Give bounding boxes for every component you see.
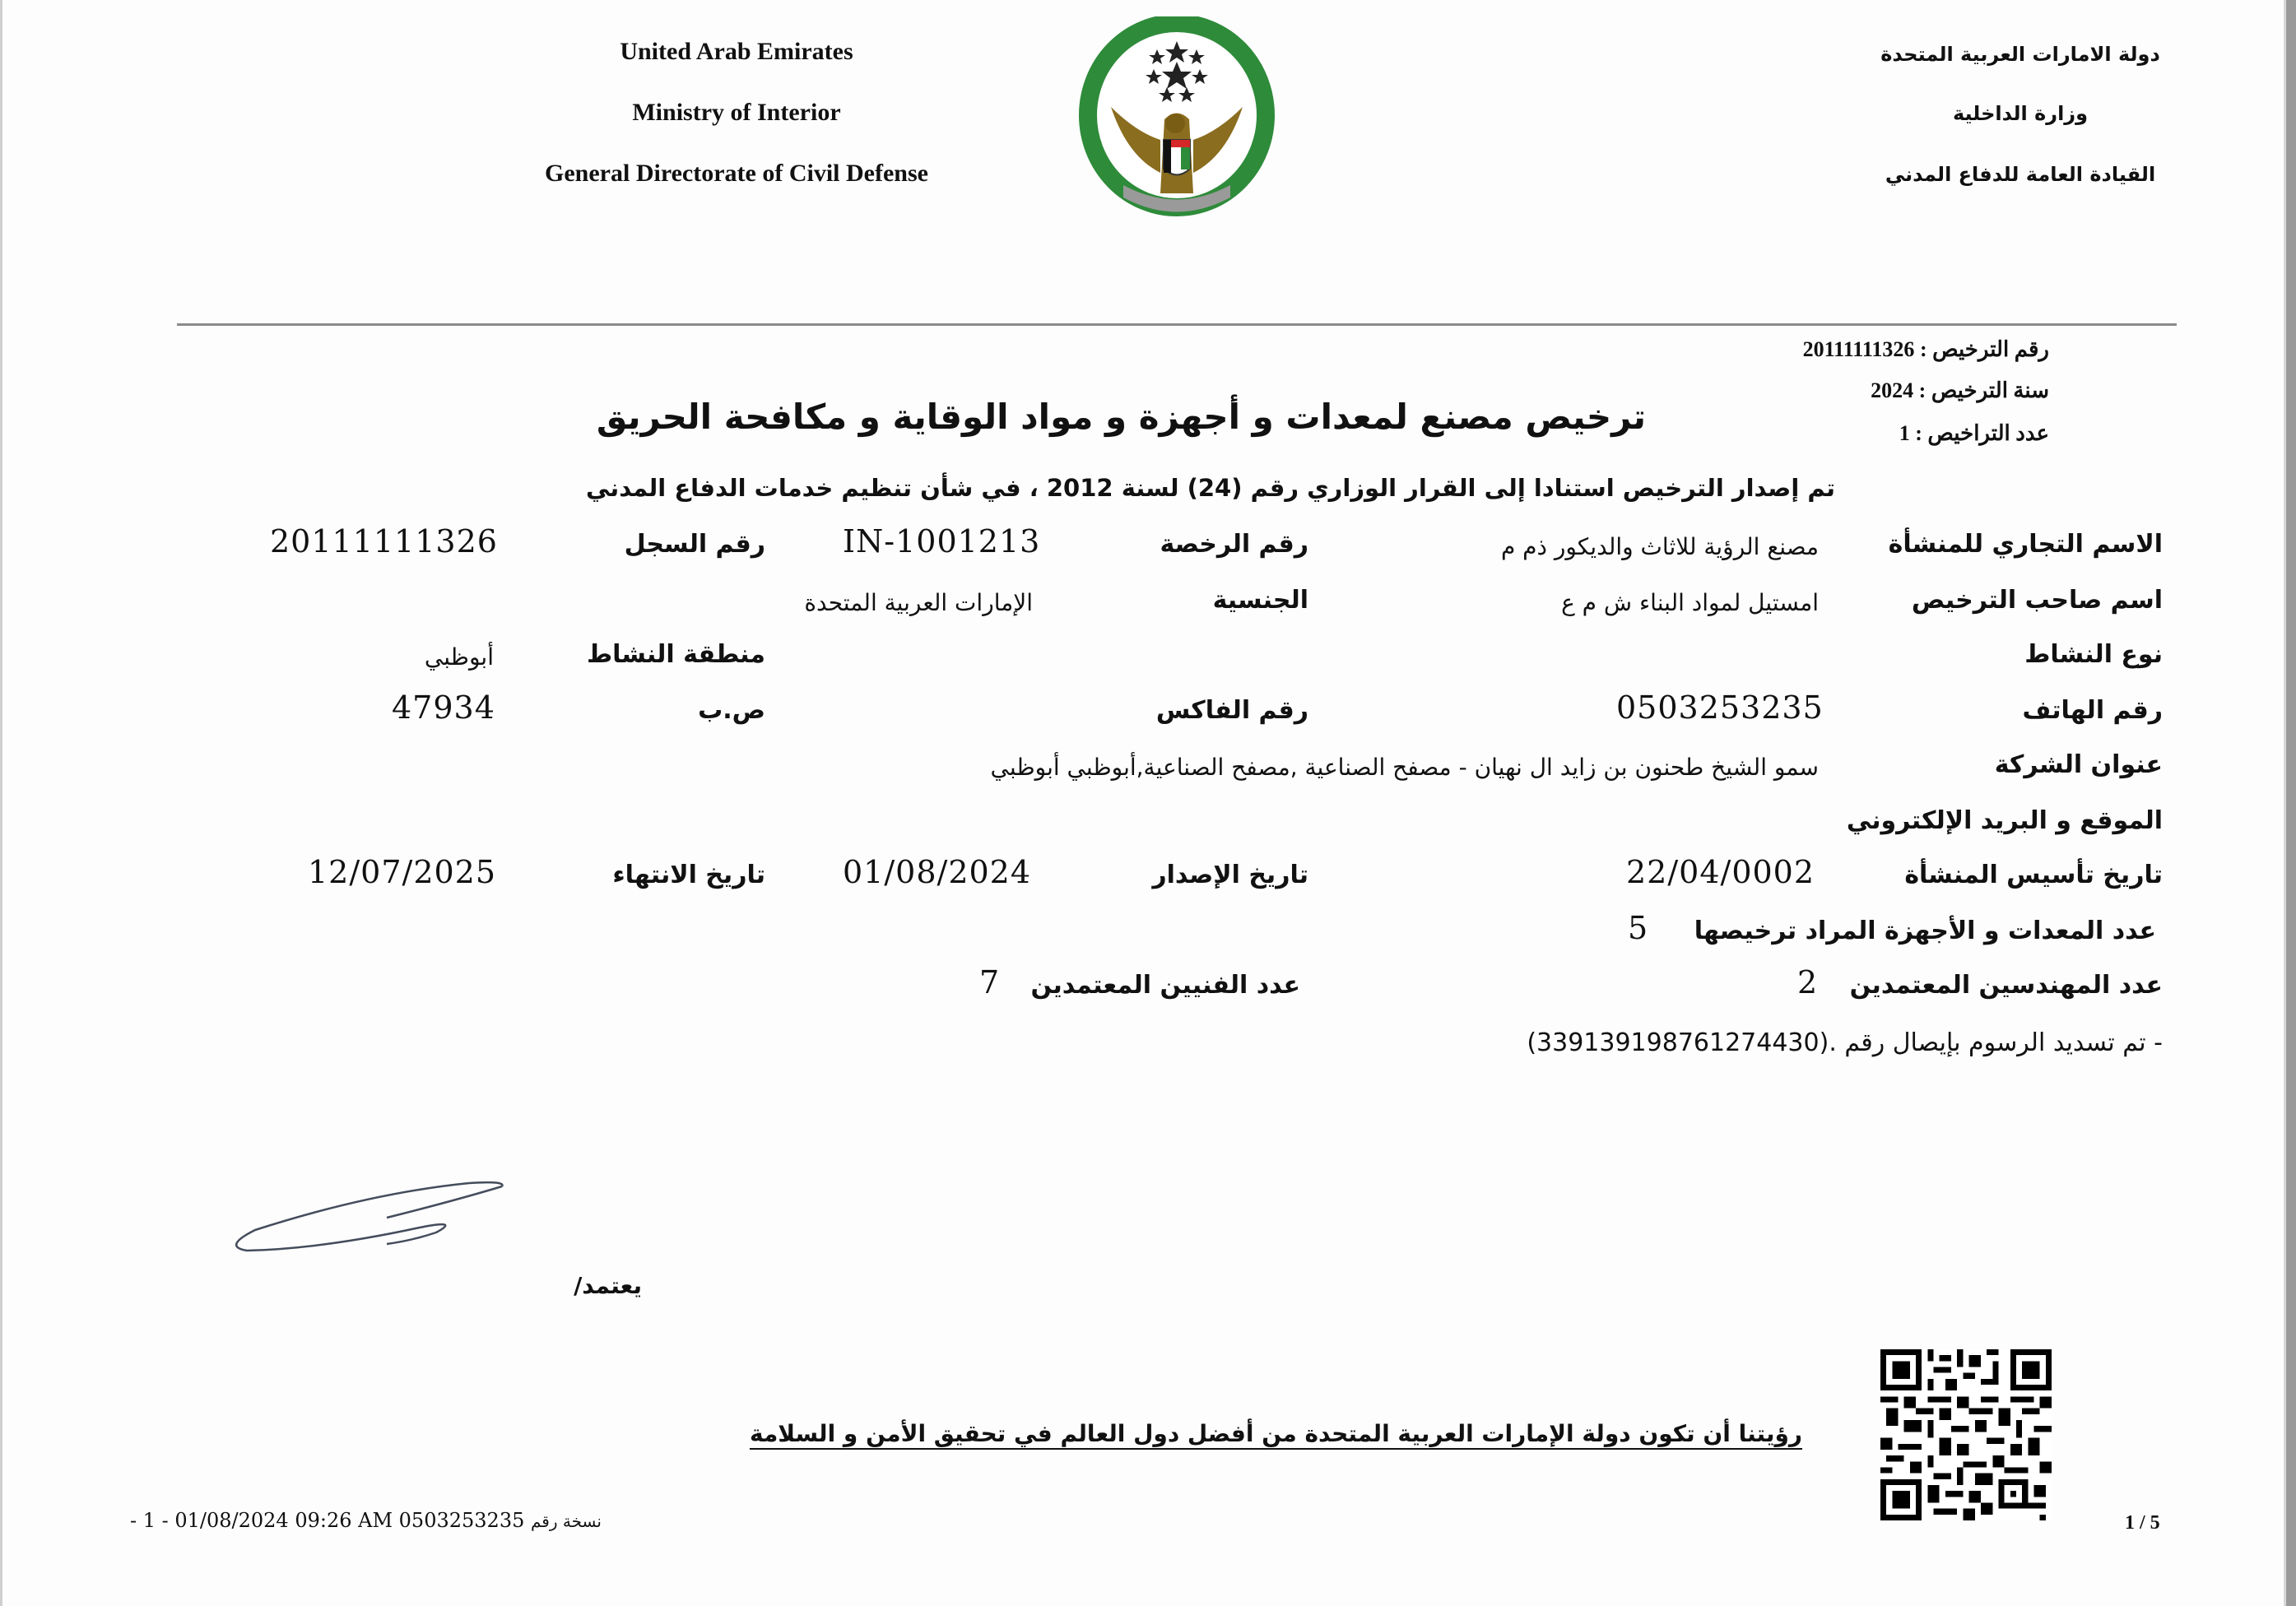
license-number: [1803, 337, 2049, 362]
phone-label: رقم الهاتف: [2022, 696, 2163, 725]
owner-label: اسم صاحب الترخيص: [1911, 586, 2163, 615]
vision-statement: رؤيتنا أن تكون دولة الإمارات العربية المتحدة من أفضل دول العالم في تحقيق الأمن و السلامة: [749, 1420, 1802, 1447]
licenses-count: [1899, 421, 2049, 446]
expiry-date-label: تاريخ الانتهاء: [612, 861, 765, 889]
copy-info-value: - 1 - 01/08/2024 09:26 AM 0503253235: [130, 1509, 525, 1532]
address-label: عنوان الشركة: [1994, 750, 2163, 779]
license-number-value: 20111111326: [1802, 337, 1915, 361]
document-subtitle: تم إصدار الترخيص استنادا إلى القرار الوزاري رقم (24) لسنة 2012 ، في شأن تنظيم خدمات الدفاع المدني: [585, 474, 1835, 502]
page-left-edge: [0, 0, 2, 1606]
po-box-value: 47934: [392, 689, 495, 726]
address-value: سمو الشيخ طحنون بن زايد ال نهيان - مصفح الصناعية ,مصفح الصناعية,أبوظبي أبوظبي: [990, 754, 1819, 781]
nationality-label: الجنسية: [1212, 586, 1308, 615]
license-year-value: 2024: [1871, 378, 1914, 402]
licenses-count-value: 1: [1899, 421, 1910, 445]
issue-date-value: 01/08/2024: [843, 854, 1032, 890]
engineers-value: 2: [1797, 964, 1819, 1000]
equipment-count-value: 5: [1628, 910, 1649, 946]
header-ar-country: دولة الامارات العربية المتحدة: [1880, 43, 2160, 66]
issue-date-label: تاريخ الإصدار: [1152, 861, 1308, 889]
register-number-label: رقم السجل: [624, 530, 765, 559]
trade-name-value: مصنع الرؤية للاثاث والديكور ذم م: [1500, 533, 1819, 560]
header-ar-directorate: القيادة العامة للدفاع المدني: [1885, 163, 2156, 186]
nationality-value: الإمارات العربية المتحدة: [804, 589, 1033, 616]
signature-image: [222, 1168, 518, 1259]
license-year: [1871, 378, 2049, 403]
header-divider: [177, 323, 2177, 326]
license-year-label: سنة الترخيص :: [1918, 378, 2049, 402]
technicians-value: 7: [979, 964, 1001, 1000]
approval-label: يعتمد/: [574, 1272, 642, 1299]
technicians-label: عدد الفنيين المعتمدين: [1030, 971, 1300, 1000]
trade-name-label: الاسم التجاري للمنشأة: [1888, 530, 2163, 559]
po-box-label: ص.ب: [698, 696, 765, 725]
expiry-date-value: 12/07/2025: [308, 854, 497, 890]
fees-note: - تم تسديد الرسوم بإيصال رقم .(339139198761274430): [1527, 1028, 2163, 1057]
header-en-directorate: General Directorate of Civil Defense: [545, 160, 928, 187]
established-label: تاريخ تأسيس المنشأة: [1904, 861, 2163, 889]
qr-code[interactable]: [1880, 1349, 2052, 1520]
copy-info: [130, 1509, 602, 1532]
header-ar-ministry: وزارة الداخلية: [1952, 102, 2089, 125]
header-en-ministry: Ministry of Interior: [632, 99, 841, 126]
owner-value: امستيل لمواد البناء ش م ع: [1561, 589, 1819, 616]
activity-type-label: نوع النشاط: [2024, 640, 2163, 669]
phone-value: 0503253235: [1616, 689, 1824, 726]
engineers-label: عدد المهندسين المعتمدين: [1849, 971, 2163, 1000]
page-indicator: 1 / 5: [2125, 1512, 2160, 1534]
activity-area-value: أبوظبي: [424, 643, 494, 671]
equipment-count-label: عدد المعدات و الأجهزة المراد ترخيصها: [1694, 917, 2156, 945]
vertical-scrollbar[interactable]: [2284, 0, 2296, 1606]
permit-number-value: IN-1001213: [843, 523, 1041, 559]
activity-area-label: منطقة النشاط: [586, 640, 765, 669]
fax-label: رقم الفاكس: [1155, 696, 1308, 725]
license-number-label: رقم الترخيص :: [1919, 337, 2049, 361]
website-email-label: الموقع و البريد الإلكتروني: [1846, 806, 2163, 835]
register-number-value: 20111111326: [270, 523, 498, 559]
established-value: 22/04/0002: [1626, 854, 1815, 890]
header-en-country: United Arab Emirates: [620, 38, 853, 65]
document-title: ترخيص مصنع لمعدات و أجهزة و مواد الوقاية و مكافحة الحريق: [596, 397, 1646, 437]
licenses-count-label: عدد التراخيص :: [1915, 421, 2049, 445]
permit-number-label: رقم الرخصة: [1160, 530, 1308, 559]
uae-moi-emblem-icon: [1078, 16, 1276, 230]
copy-number-label: نسخة رقم: [531, 1511, 602, 1531]
